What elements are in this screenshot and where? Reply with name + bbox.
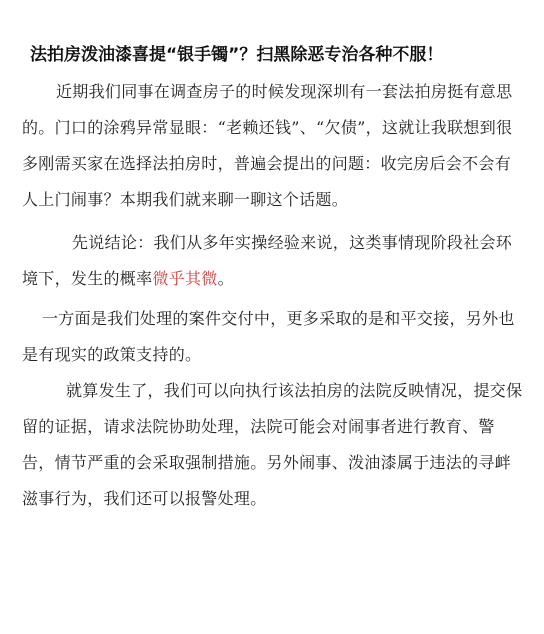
paragraph-policy: 一方面是我们处理的案件交付中，更多采取的是和平交接，另外也是有现实的政策支持的。	[22, 309, 515, 364]
highlight-text: 微乎其微	[152, 269, 218, 288]
conclusion-end: 。	[217, 269, 234, 288]
paragraph-conclusion	[22, 225, 526, 297]
paragraph-intro: 近期我们同事在调查房子的时候发现深圳有一套法拍房挺有意思的。门口的涂鸦异常显眼：“老赖还钱”、“欠债”，这就让我联想到很多刚需买家在选择法拍房时，普遍会提出的问题：收完房后会不会有人上门闹事？本期我们就来聊一聊这个话题。	[22, 82, 513, 209]
conclusion-text: 先说结论：我们从多年实操经验来说，这类事情现阶段社会环境下，发生的概率	[22, 233, 513, 288]
article-title: 法拍房泼油漆喜提“银手镯”？扫黑除恶专治各种不服！	[30, 45, 444, 65]
paragraph-handling: 就算发生了，我们可以向执行该法拍房的法院反映情况，提交保留的证据，请求法院协助处理，法院可能会对闹事者进行教育、警告，情节严重的会采取强制措施。另外闹事、泼油漆属于违法的寻衅滋事行为，我们还可以报警处理。	[22, 381, 523, 508]
